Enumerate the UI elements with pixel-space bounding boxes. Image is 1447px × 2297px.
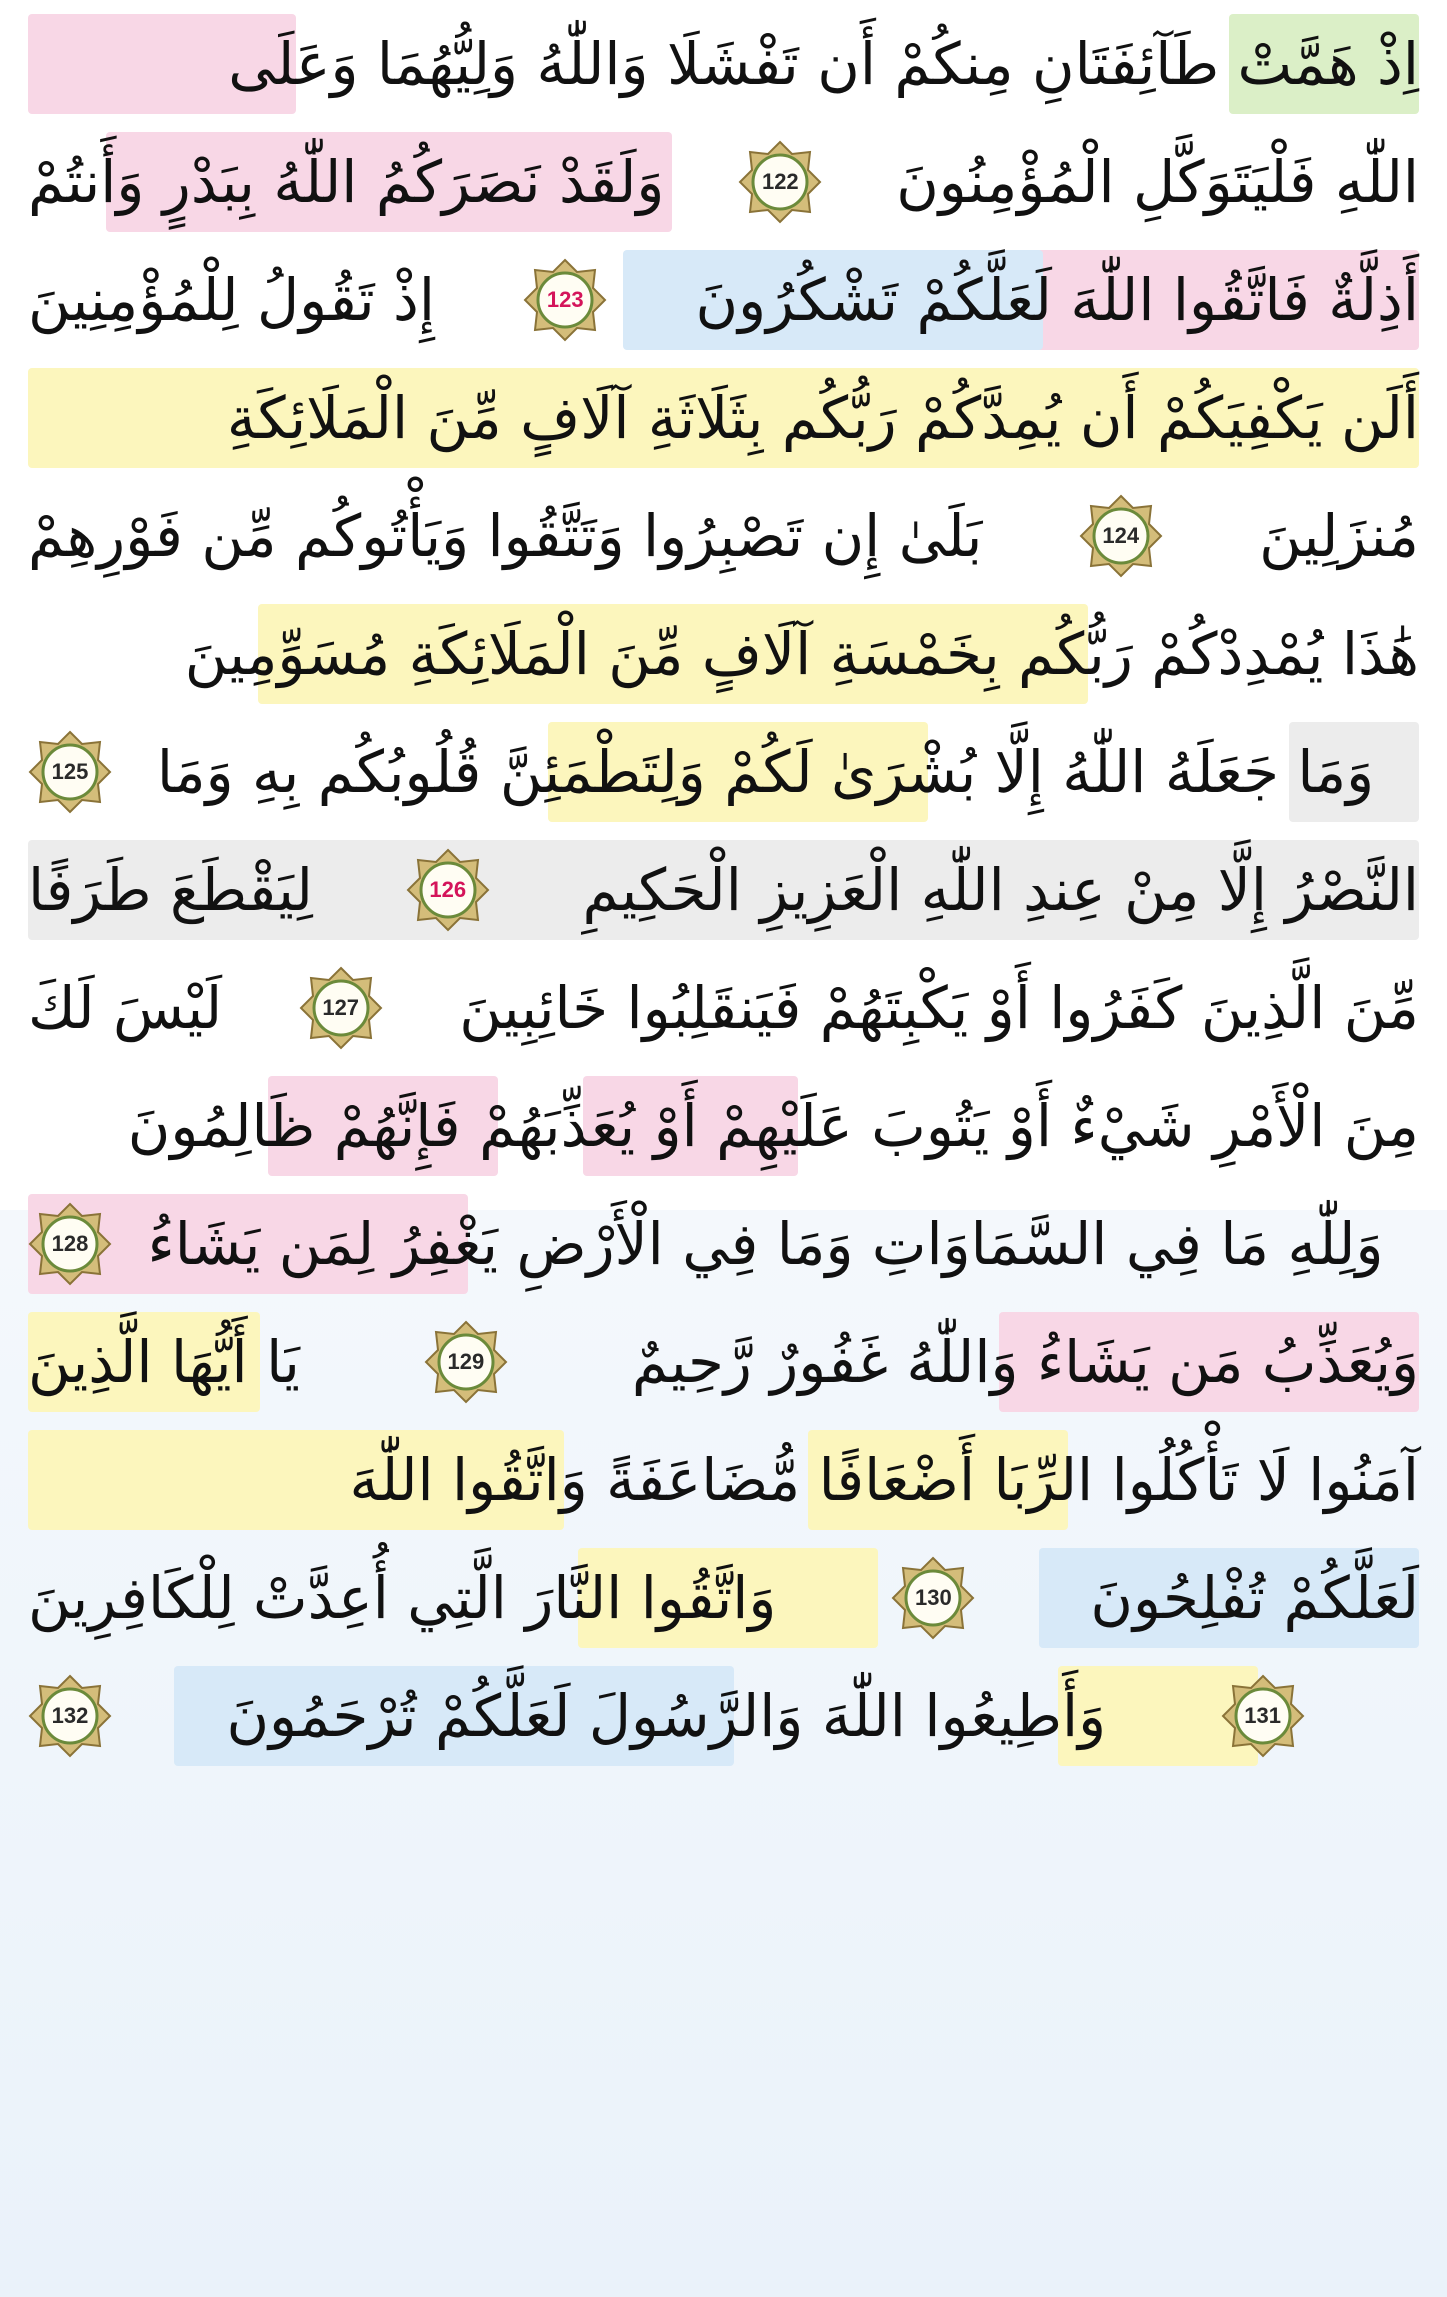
ayah-marker-icon: 122 — [738, 140, 822, 224]
line-text: وَلِلّٰهِ مَا فِي السَّمَاوَاتِ وَمَا فِي الْأَرْضِ يَغْفِرُ لِمَن يَشَاءُ — [147, 1210, 1384, 1278]
ayah-marker-icon: 131 — [1221, 1674, 1305, 1758]
text-line-14 — [28, 1534, 1419, 1654]
text-line-4 — [28, 354, 1419, 474]
line-text: اِذْ هَمَّتْ طَآئِفَتَانِ مِنكُمْ أَن تَفْشَلَا وَاللّٰهُ وَلِيُّهُمَا وَعَلَى — [228, 30, 1419, 98]
text-line-10 — [28, 1062, 1419, 1182]
line-text: وَاتَّقُوا النَّارَ الَّتِي أُعِدَّتْ لِلْكَافِرِينَ — [28, 1564, 777, 1632]
line-text: وَأَطِيعُوا اللّٰهَ وَالرَّسُولَ لَعَلَّكُمْ تُرْحَمُونَ — [226, 1682, 1107, 1750]
ayah-marker-icon: 124 — [1079, 494, 1163, 578]
ayah-marker-icon: 126 — [406, 848, 490, 932]
text-line-13 — [28, 1416, 1419, 1536]
ayah-marker-icon: 128 — [28, 1202, 112, 1286]
line-text: أَلَن يَكْفِيَكُمْ أَن يُمِدَّكُمْ رَبُّكُم بِثَلَاثَةِ آلَافٍ مِّنَ الْمَلَائِكَةِ — [226, 384, 1419, 452]
line-text: وَيُعَذِّبُ مَن يَشَاءُ وَاللّٰهُ غَفُورٌ رَّحِيمٌ — [631, 1328, 1419, 1396]
line-text: لِيَقْطَعَ طَرَفًا — [28, 856, 313, 924]
ayah-marker-icon: 127 — [299, 966, 383, 1050]
ayah-marker-icon: 130 — [891, 1556, 975, 1640]
text-line-8 — [28, 826, 1419, 946]
line-text: يَا أَيُّهَا الَّذِينَ — [28, 1328, 300, 1396]
line-text: لَعَلَّكُمْ تُفْلِحُونَ — [1090, 1564, 1419, 1632]
text-line-12 — [28, 1298, 1419, 1418]
line-text: اللّٰهِ فَلْيَتَوَكَّلِ الْمُؤْمِنُونَ — [896, 148, 1419, 216]
text-line-11 — [28, 1180, 1419, 1300]
line-text: مُنزَلِينَ — [1259, 502, 1419, 570]
line-text: آمَنُوا لَا تَأْكُلُوا الرِّبَا أَضْعَافًا مُّضَاعَفَةً وَاتَّقُوا اللّٰهَ — [349, 1446, 1419, 1514]
line-text: النَّصْرُ إِلَّا مِنْ عِندِ اللّٰهِ الْعَزِيزِ الْحَكِيمِ — [582, 856, 1419, 924]
text-line-3 — [28, 236, 1419, 356]
ayah-marker-icon: 123 — [523, 258, 607, 342]
text-line-7 — [28, 708, 1419, 828]
ayah-marker-icon: 125 — [28, 730, 112, 814]
text-line-2 — [28, 118, 1419, 238]
line-text: هَٰذَا يُمْدِدْكُمْ رَبُّكُم بِخَمْسَةِ آلَافٍ مِّنَ الْمَلَائِكَةِ مُسَوِّمِينَ — [184, 620, 1419, 688]
line-text: إِذْ تَقُولُ لِلْمُؤْمِنِينَ — [28, 266, 435, 334]
line-text: مِنَ الْأَمْرِ شَيْءٌ أَوْ يَتُوبَ عَلَيْهِمْ أَوْ يُعَذِّبَهُمْ فَإِنَّهُمْ ظَالِمُونَ — [127, 1092, 1419, 1160]
text-line-5 — [28, 472, 1419, 592]
ayah-marker-icon: 129 — [424, 1320, 508, 1404]
line-text: أَذِلَّةٌ فَاتَّقُوا اللّٰهَ لَعَلَّكُمْ تَشْكُرُونَ — [695, 266, 1419, 334]
line-text: وَلَقَدْ نَصَرَكُمُ اللّٰهُ بِبَدْرٍ وَأَنتُمْ — [28, 148, 665, 216]
text-line-6 — [28, 590, 1419, 710]
line-text: وَمَا جَعَلَهُ اللّٰهُ إِلَّا بُشْرَىٰ لَكُمْ وَلِتَطْمَئِنَّ قُلُوبُكُم بِهِ وَمَا — [156, 738, 1375, 806]
text-line-9 — [28, 944, 1419, 1064]
line-text: بَلَىٰ إِن تَصْبِرُوا وَتَتَّقُوا وَيَأْتُوكُم مِّن فَوْرِهِمْ — [28, 502, 983, 570]
line-text: لَيْسَ لَكَ — [28, 974, 223, 1042]
ayah-marker-icon: 132 — [28, 1674, 112, 1758]
text-line-1 — [28, 0, 1419, 120]
line-text: مِّنَ الَّذِينَ كَفَرُوا أَوْ يَكْبِتَهُمْ فَيَنقَلِبُوا خَائِبِينَ — [459, 974, 1419, 1042]
text-line-15 — [28, 1652, 1419, 1772]
